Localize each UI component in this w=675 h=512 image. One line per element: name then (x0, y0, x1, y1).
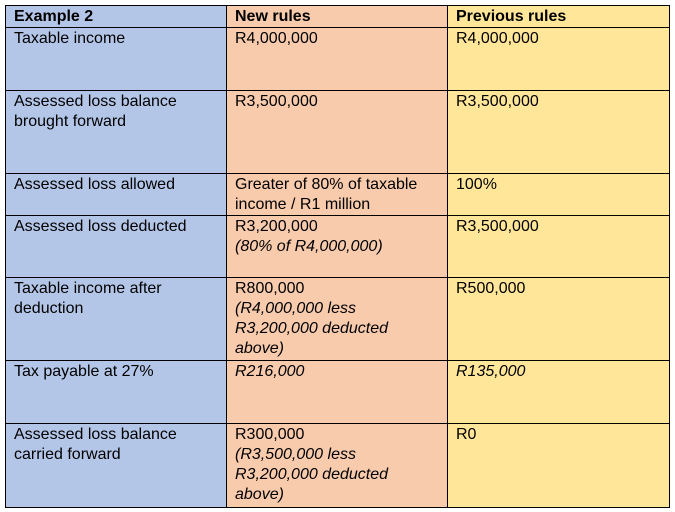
new-rules-value: R3,200,000 (235, 218, 318, 235)
previous-rules-value: R0 (448, 424, 670, 508)
table-row (6, 174, 670, 216)
previous-rules-value: 100% (448, 174, 670, 216)
previous-rules-value: R500,000 (448, 278, 670, 361)
table-row (6, 424, 670, 508)
table-row (6, 278, 670, 361)
row-label: Tax payable at 27% (6, 361, 227, 424)
new-rules-value: R300,000 (235, 426, 305, 443)
header-new-rules: New rules (227, 6, 448, 28)
previous-rules-value: R3,500,000 (448, 216, 670, 278)
new-rules-value: R216,000 (235, 363, 305, 380)
new-rules-value: Greater of 80% of taxable income / R1 million (227, 174, 448, 216)
new-rules-note: (R3,500,000 less R3,200,000 deducted above) (235, 446, 389, 503)
new-rules-cell (227, 361, 448, 424)
new-rules-cell (227, 424, 448, 508)
row-label: Taxable income (6, 28, 227, 91)
row-label: Assessed loss balance brought forward (6, 91, 227, 174)
new-rules-note: (R4,000,000 less R3,200,000 deducted above) (235, 300, 389, 357)
new-rules-value: R3,500,000 (227, 91, 448, 174)
new-rules-cell (227, 278, 448, 361)
row-label: Taxable income after deduction (6, 278, 227, 361)
table-row (6, 28, 670, 91)
previous-rules-value: R135,000 (456, 363, 526, 380)
new-rules-value: R4,000,000 (227, 28, 448, 91)
new-rules-cell (227, 216, 448, 278)
table-row (6, 361, 670, 424)
new-rules-note: (80% of R4,000,000) (235, 238, 383, 255)
table-row (6, 91, 670, 174)
new-rules-value: R800,000 (235, 280, 305, 297)
header-previous-rules: Previous rules (448, 6, 670, 28)
header-example: Example 2 (6, 6, 227, 28)
previous-rules-value: R3,500,000 (448, 91, 670, 174)
row-label: Assessed loss balance carried forward (6, 424, 227, 508)
row-label: Assessed loss deducted (6, 216, 227, 278)
previous-rules-cell (448, 361, 670, 424)
table-row (6, 216, 670, 278)
previous-rules-value: R4,000,000 (448, 28, 670, 91)
row-label: Assessed loss allowed (6, 174, 227, 216)
header-row (6, 6, 670, 28)
tax-comparison-table (5, 5, 670, 508)
